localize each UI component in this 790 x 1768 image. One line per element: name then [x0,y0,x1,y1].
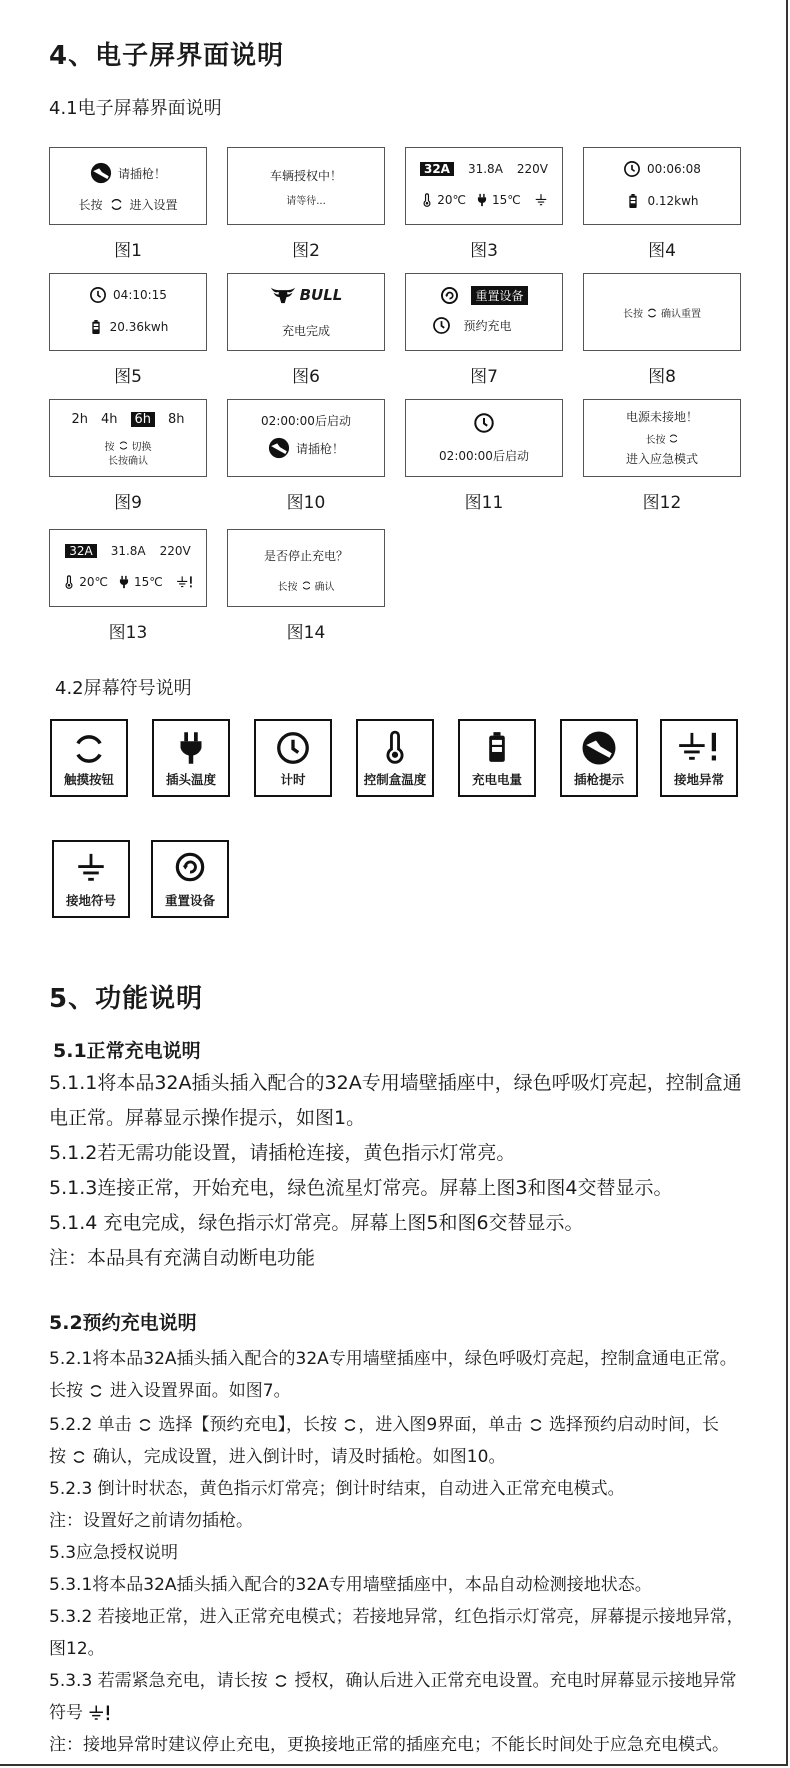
ground-icon [74,851,108,885]
para-5-1-2: 5.1.2若无需功能设置，请插枪连接，黄色指示灯常亮。 [49,1142,516,1164]
screen-13-voltage: 220V [159,544,191,558]
note-5-2: 注：设置好之前请勿插枪。 [49,1511,253,1531]
caption-6: 图6 [292,367,320,387]
touch-icon [137,1417,153,1433]
screen-7-schedule: 预约充电 [463,319,512,333]
screen-9-4h: 4h [100,412,118,427]
para-5-2-1b [49,1375,749,1407]
plug-icon [117,574,131,590]
clock-icon [473,412,495,434]
section-5-1-body [49,1066,749,1276]
caption-3: 图3 [470,241,498,261]
symbol-box-temp [356,719,434,797]
caption-13: 图13 [108,623,148,643]
screen-4 [583,147,741,225]
symbol-label: 接地异常 [673,772,724,787]
ground-fault-icon [176,575,194,589]
para-5-2-1 [49,1343,749,1375]
screen-13-box-temp: 20℃ [79,575,108,589]
caption-14: 图14 [286,623,326,643]
battery-icon [480,730,514,764]
screen-5-energy: 20.36kwh [109,320,169,334]
screen-14-line1: 是否停止充电？ [263,549,348,563]
caption-10: 图10 [286,493,326,513]
caption-1: 图1 [114,241,142,261]
touch-icon [118,440,129,451]
touch-icon [109,197,124,212]
caption-8: 图8 [648,367,676,387]
caption-12: 图12 [642,493,682,513]
p533-part2: 授权，确认后进入正常充电设置。充电时屏幕显示接地异常 [294,1671,737,1691]
screen-5-time: 04:10:15 [113,288,167,302]
para-5-1-1: 5.1.1将本品32A插头插入配合的32A专用墙壁插座中，绿色呼吸灯亮起，控制盒通电正常。屏幕显示操作提示，如图1。 [49,1072,742,1129]
symbol-label: 插枪提示 [573,772,624,787]
plug-in-gun-icon [581,730,617,766]
thermometer-icon [62,574,76,590]
thermometer-icon [378,730,412,764]
plug-in-gun-icon [90,162,112,184]
para-5-2-2b [49,1441,749,1473]
symbol-ground [52,840,130,918]
screen-14-confirm: 确认 [314,582,335,593]
screen-4-time: 00:06:08 [647,162,701,176]
clock-icon [89,286,107,304]
screen-6 [227,273,385,351]
section-5-title: 5、功能说明 [49,984,204,1014]
touch-icon [273,1673,289,1689]
symbol-touch-button [50,719,128,797]
caption-9: 图9 [114,493,142,513]
screen-13 [49,529,207,607]
symbol-label: 接地符号 [65,893,116,908]
screen-3-voltage: 220V [516,162,549,176]
touch-icon [528,1417,544,1433]
screen-11-line2: 02:00:00后启动 [439,449,529,463]
screen-3 [405,147,563,225]
section-5-2-title: 5.2预约充电说明 [49,1312,197,1334]
touch-icon [88,1383,104,1399]
screen-13-current: 31.8A [110,544,146,558]
clock-icon [623,160,641,178]
ground-fault-icon [676,730,722,764]
symbol-plug-temp [152,719,230,797]
p522-part6: 确认，完成设置，进入倒计时，请及时插枪。如图10。 [92,1447,506,1467]
screen-2 [227,147,385,225]
screen-13-rated: 32A [65,544,96,558]
symbol-plug-prompt [560,719,638,797]
screen-3-current: 31.8A [467,162,503,176]
para-5-1-3: 5.1.3连接正常，开始充电，绿色流星灯常亮。屏幕上图3和图4交替显示。 [49,1177,673,1199]
section-5-2-body [49,1343,749,1761]
p522-part5: 按 [49,1447,66,1467]
screen-2-line2: 请等待... [286,196,326,207]
plug-in-gun-icon [268,437,290,459]
thermometer-icon [420,192,434,208]
screen-3-rated: 32A [420,162,454,176]
section-5-3-title: 5.3应急授权说明 [49,1543,179,1563]
screen-5 [49,273,207,351]
screen-9-confirm: 长按确认 [108,456,148,467]
screen-10 [227,399,385,477]
caption-2: 图2 [292,241,320,261]
screen-13-plug-temp: 15℃ [134,575,163,589]
note-5-1: 注：本品具有充满自动断电功能 [49,1247,316,1269]
reset-icon [440,286,459,305]
screen-9-8h: 8h [168,412,185,427]
clock-icon [432,316,451,335]
touch-icon [71,1449,87,1465]
p522-part2: 选择【预约充电】，长按 [158,1415,337,1435]
screen-3-box-temp: 20℃ [437,193,466,207]
para-5-3-1: 5.3.1将本品32A插头插入配合的32A专用墙壁插座中，本品自动检测接地状态。 [49,1575,652,1595]
p533-part1: 5.3.3 若需紧急充电，请长按 [49,1671,268,1691]
para-5-3-3 [49,1665,749,1697]
symbol-ground-fault [660,719,738,797]
screen-12-line1: 电源未接地！ [625,410,698,424]
screen-9-switch: 切换 [131,442,152,453]
para-5-3-3b [49,1697,749,1729]
symbol-label: 控制盒温度 [363,772,427,787]
symbol-label: 插头温度 [165,772,216,787]
caption-7: 图7 [470,367,498,387]
p522-part3: ，进入图9界面，单击 [358,1415,523,1435]
para-5-2-2 [49,1409,749,1441]
plug-icon [475,192,489,208]
ground-icon [534,193,548,207]
screen-10-line1: 02:00:00后启动 [261,414,351,428]
symbol-label: 计时 [280,772,306,787]
caption-4: 图4 [648,241,676,261]
symbol-label: 触摸按钮 [63,772,114,787]
para-5-2-1-text: 5.2.1将本品32A插头插入配合的32A专用墙壁插座中，绿色呼吸灯亮起，控制盒通电正常。 [49,1349,737,1369]
section-4-title: 4、电子屏界面说明 [49,41,285,71]
caption-5: 图5 [114,367,142,387]
screen-10-line2: 请插枪！ [295,441,344,456]
screen-1 [49,147,207,225]
symbol-energy [458,719,536,797]
screen-12-hold: 长按 [645,435,666,446]
screen-4-energy: 0.12kwh [647,194,699,208]
setup-text: 进入设置界面。如图7。 [109,1381,291,1401]
p533-part3: 符号 [49,1703,83,1723]
battery-icon [88,318,104,336]
screen-9-6h: 6h [131,412,156,427]
screen-8-confirm: 确认重置 [661,309,701,320]
touch-icon [646,307,658,319]
ground-fault-icon [88,1704,112,1722]
screen-3-plug-temp: 15℃ [492,193,521,207]
symbol-label: 重置设备 [164,893,215,908]
screen-14-hold: 长按 [277,582,298,593]
screen-12 [583,399,741,477]
plug-icon [173,730,209,766]
hold-text: 长按 [49,1381,83,1401]
screen-6-brand: BULL [299,285,343,304]
touch-icon [70,730,108,768]
screen-6-line2: 充电完成 [281,324,330,338]
reset-icon [174,851,206,883]
screen-14 [227,529,385,607]
screen-7 [405,273,563,351]
screen-9 [49,399,207,477]
touch-icon [301,580,312,591]
symbol-timer [254,719,332,797]
p522-part1: 5.2.2 单击 [49,1415,132,1435]
screen-9-2h: 2h [71,412,88,427]
screen-7-reset: 重置设备 [471,286,527,305]
screen-9-press: 按 [104,442,115,453]
bull-logo-icon [270,285,296,304]
para-5-1-4: 5.1.4 充电完成，绿色指示灯常亮。屏幕上图5和图6交替显示。 [49,1212,584,1234]
screen-11 [405,399,563,477]
screen-8-hold: 长按 [623,309,643,320]
note-5-3: 注：接地异常时建议停止充电，更换接地正常的插座充电；不能长时间处于应急充电模式。 [49,1735,729,1755]
screen-1-hold: 长按 [78,198,103,212]
section-4-2-title: 4.2屏幕符号说明 [55,678,192,699]
screen-1-line1: 请插枪！ [117,166,166,181]
p522-part4: 选择预约启动时间，长 [549,1415,720,1435]
section-5-1-title: 5.1正常充电说明 [53,1040,201,1062]
battery-icon [625,192,641,210]
screen-1-setup: 进入设置 [129,198,178,212]
screen-8 [583,273,741,351]
clock-icon [275,730,311,766]
para-5-3-2: 5.3.2 若接地正常，进入正常充电模式；若接地异常，红色指示灯常亮，屏幕提示接地异常，图12。 [49,1607,744,1659]
caption-11: 图11 [464,493,504,513]
screen-12-line3: 进入应急模式 [625,452,698,466]
screen-2-line1: 车辆授权中！ [269,169,342,183]
section-4-1-title: 4.1电子屏幕界面说明 [49,98,222,119]
touch-icon [668,433,679,444]
touch-icon [342,1417,358,1433]
para-5-2-3: 5.2.3 倒计时状态，黄色指示灯常亮；倒计时结束，自动进入正常充电模式。 [49,1479,625,1499]
symbol-reset [151,840,229,918]
symbol-label: 充电电量 [471,772,522,787]
